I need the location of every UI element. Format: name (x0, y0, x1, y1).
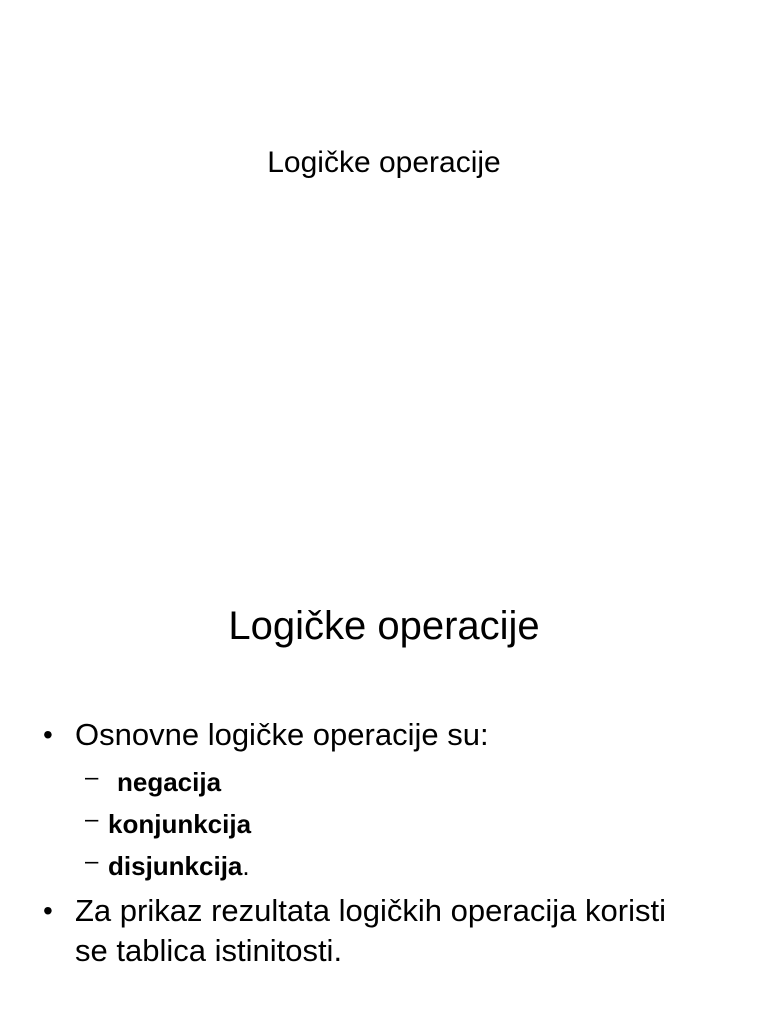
sub-item-text: negacija (117, 767, 222, 797)
sub-item-negacija (0, 761, 768, 803)
dash-icon: – (85, 764, 99, 791)
bullet-text: Osnovne logičke operacije su: (75, 717, 489, 752)
sub-item-konjunkcija (0, 803, 768, 845)
bullet-icon: • (43, 895, 53, 926)
sub-item-text: konjunkcija (108, 809, 252, 839)
sub-item-disjunkcija (0, 845, 768, 887)
bullet-icon: • (43, 719, 53, 750)
sub-list (0, 761, 768, 887)
bullet-text: Za prikaz rezultata logičkih operacija koristi se tablica istinitosti. (75, 893, 666, 968)
document-title: Logičke operacije (267, 146, 501, 179)
sub-item-text: disjunkcija (108, 851, 243, 881)
dash-icon: – (85, 848, 99, 875)
bullet-item (0, 715, 695, 755)
slide-title: Logičke operacije (228, 604, 540, 648)
bullet-item (0, 891, 695, 971)
bullet-list (0, 715, 768, 971)
sub-item-tail: . (242, 851, 250, 881)
dash-icon: – (85, 806, 99, 833)
